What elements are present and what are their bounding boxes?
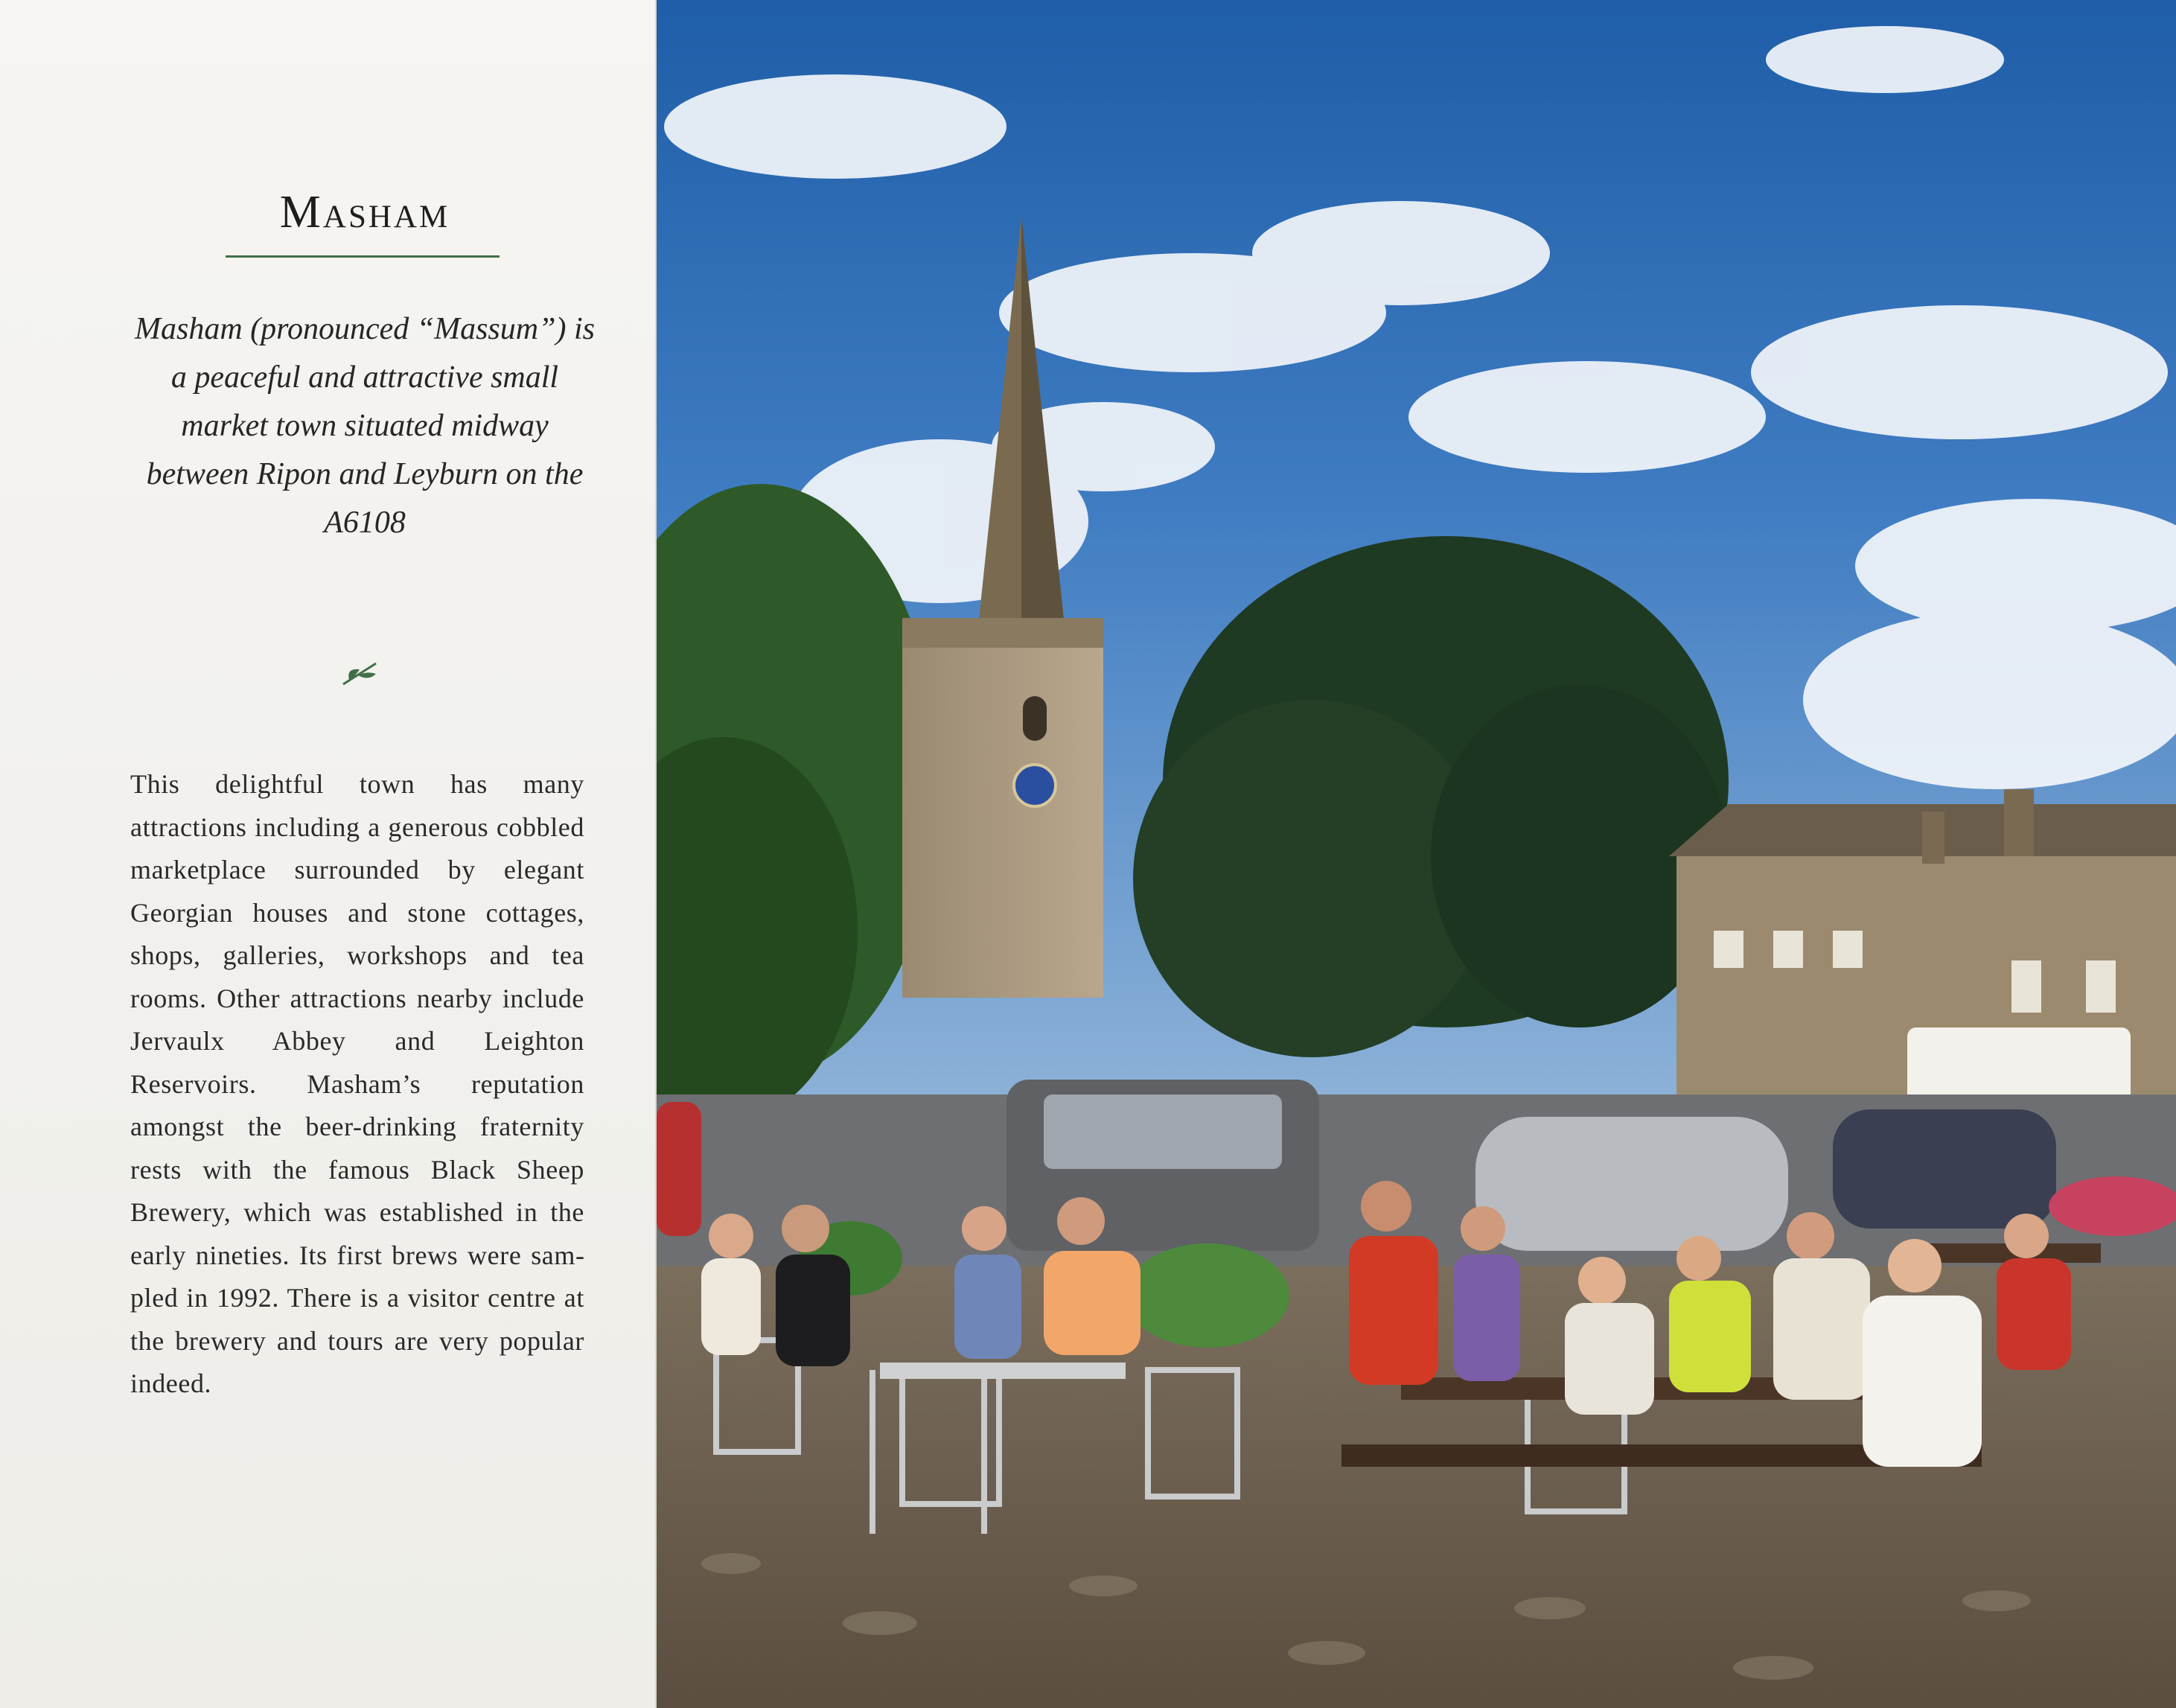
title-rule: [226, 255, 500, 258]
text-panel: [0, 0, 655, 1708]
intro-paragraph: Masham (pronounced “Massum”) is a peaceful and attractive small market town situated midway between Ripon and Leyburn on the A6108: [135, 312, 595, 540]
page-title: Masham: [279, 187, 450, 238]
leaf-ornament-icon: [339, 659, 380, 689]
body-paragraph: This delightful town has many attractions including a generous cobbled marketplace surrounded by elegant Georgian houses and stone cottages, shops, galleries, workshops and tea rooms. Other attractions nearby include Jervaulx Abbey and Leighton Reservoirs. Masham’s reputation amongst the beer-drinking fraternity rests with the famous Black Sheep Brewery, which was established in the early nineties. Its first brews were sampled in 1992. There is a visitor centre at the brewery and tours are very popular indeed.: [130, 769, 584, 1398]
photo-illustration: [657, 0, 2176, 1708]
masham-square-photo: [655, 0, 2176, 1708]
